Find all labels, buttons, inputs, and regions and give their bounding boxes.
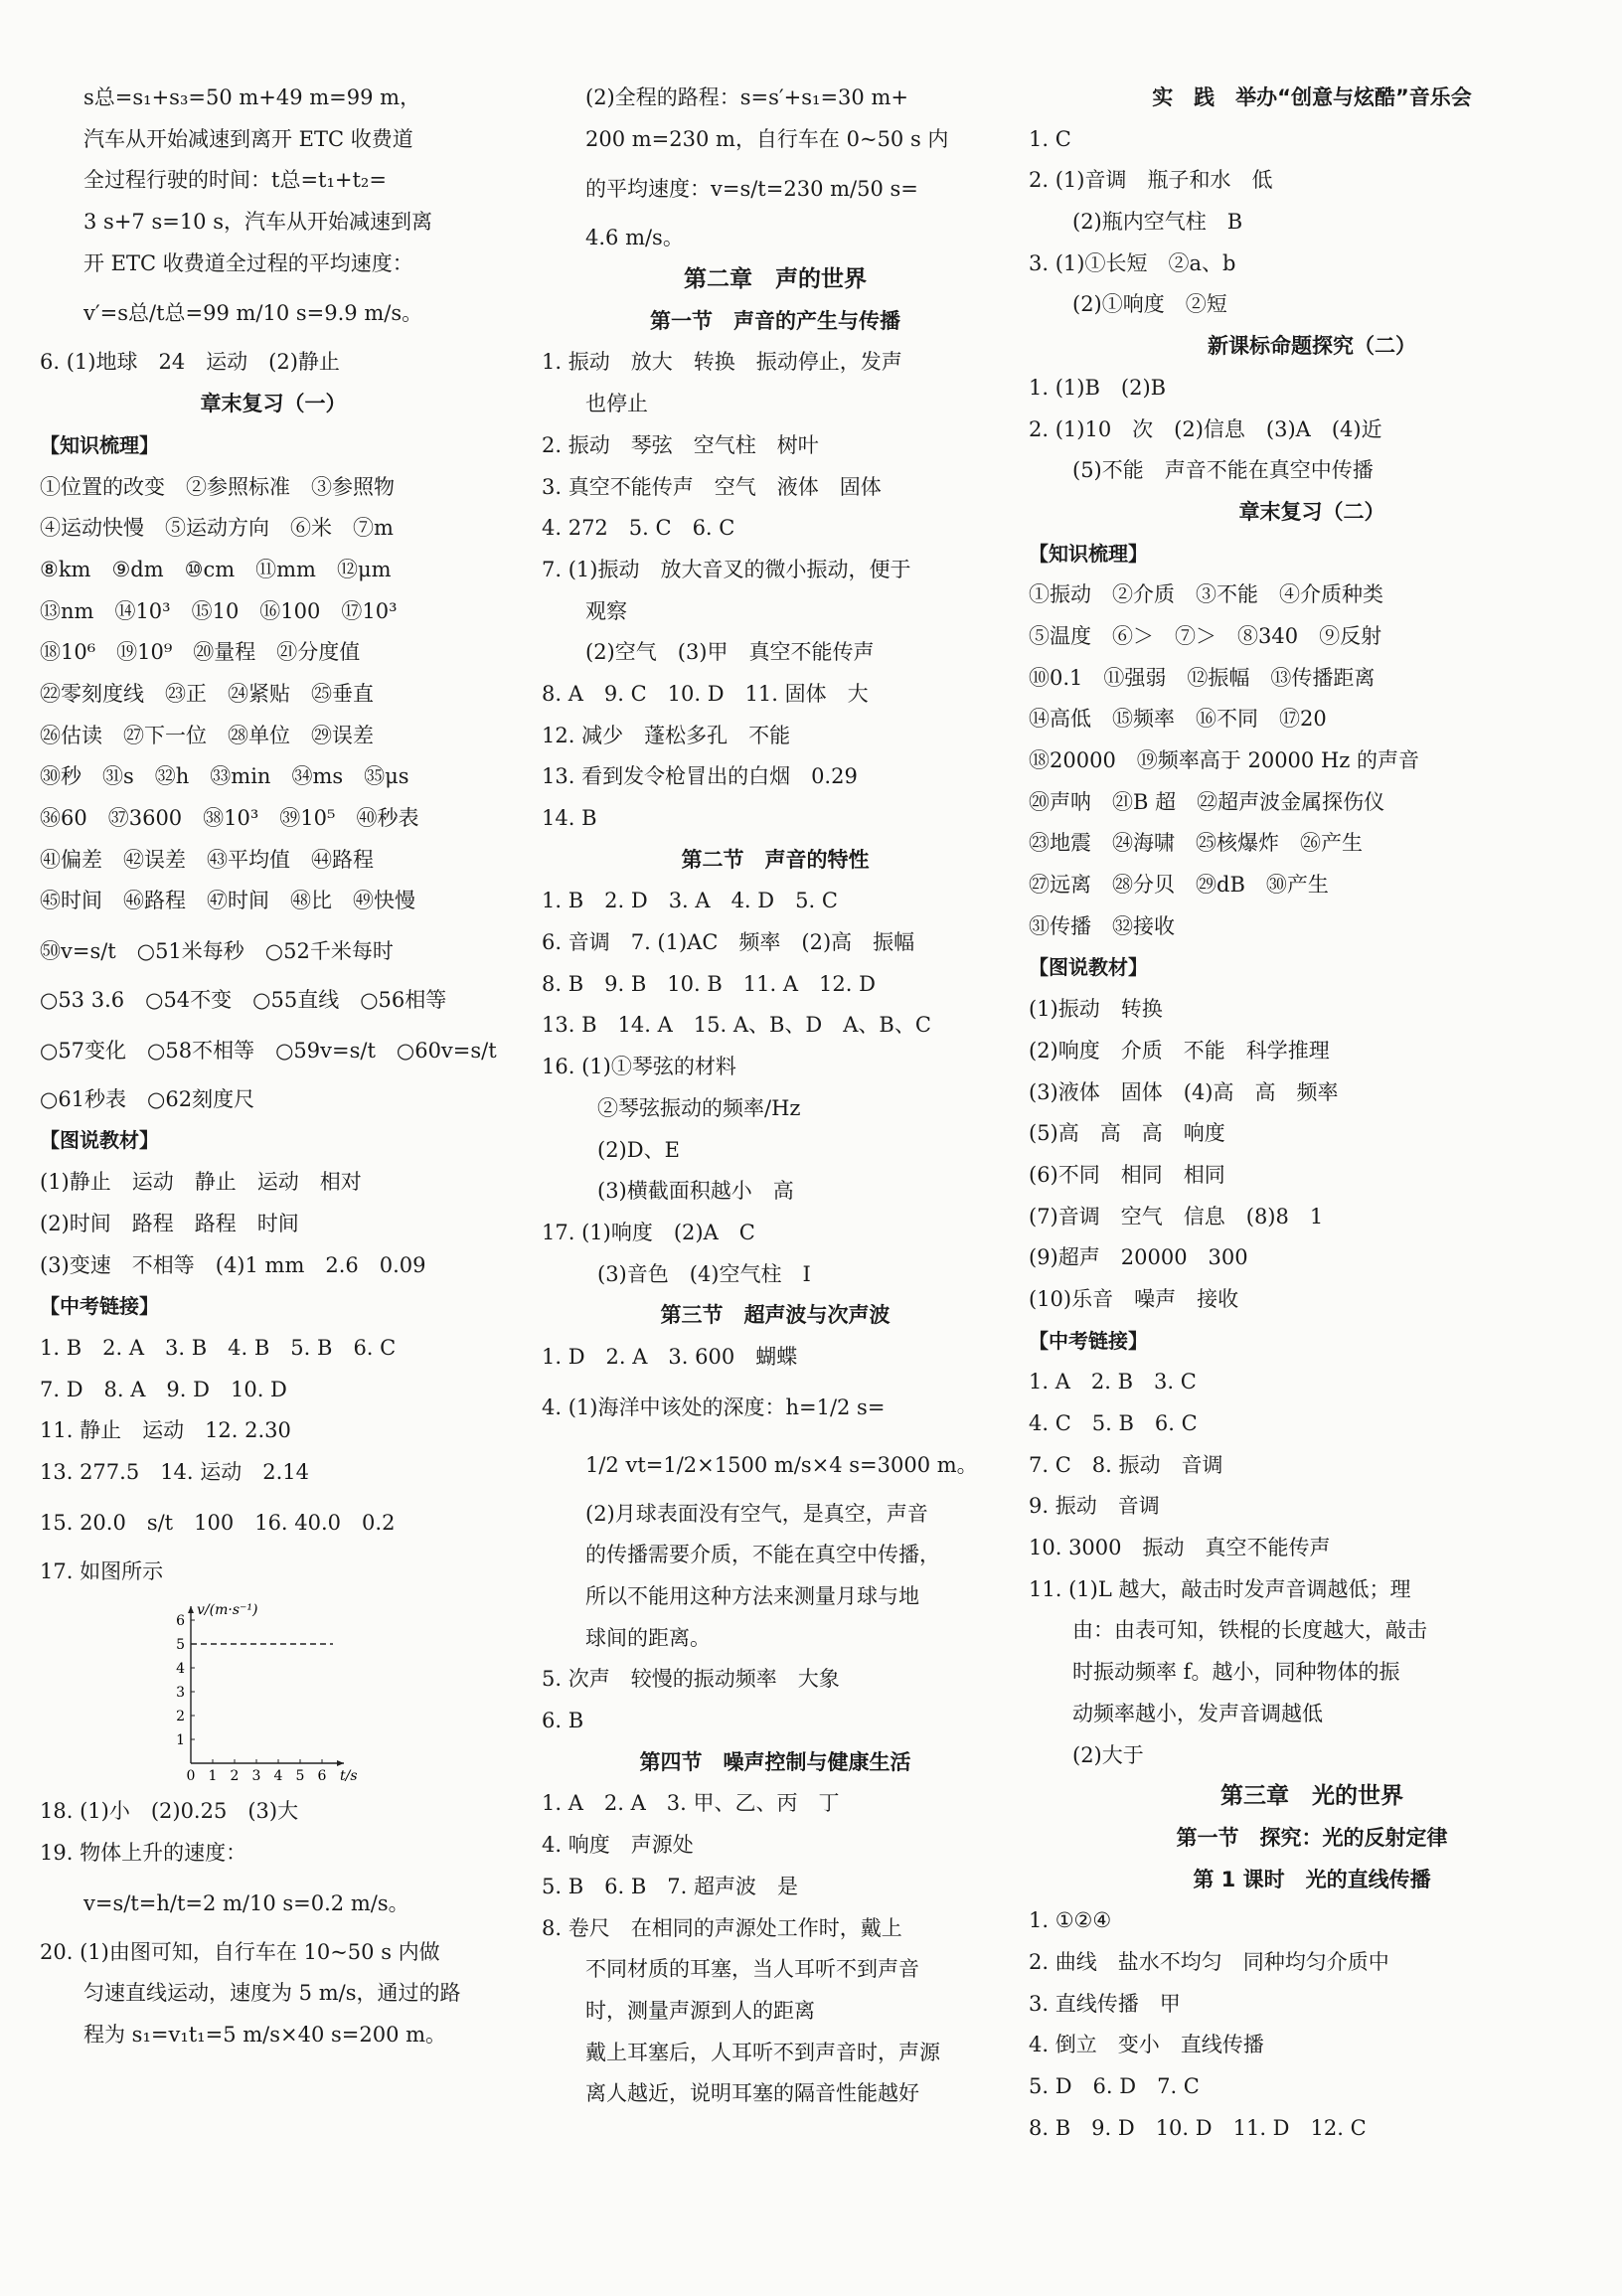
answer-line: 17. 如图所示 bbox=[40, 1558, 164, 1583]
answer-line: 5. D 6. D 7. C bbox=[1029, 2074, 1200, 2098]
answer-line: ①振动 ②介质 ③不能 ④介质种类 bbox=[1029, 582, 1383, 607]
answer-line: (1)振动 转换 bbox=[1029, 997, 1163, 1022]
text-line: (2)瓶内空气柱 B bbox=[1072, 210, 1243, 235]
answer-line: 4. 272 5. C 6. C bbox=[542, 516, 735, 541]
answer-line: 10. 3000 振动 真空不能传声 bbox=[1029, 1536, 1331, 1560]
column-middle bbox=[542, 78, 1009, 2115]
chapter-heading: 第三章 光的世界 bbox=[1220, 1783, 1403, 1810]
answer-line: ㉚秒 ㉛s ㉜h ㉝min ㉞ms ㉟μs bbox=[40, 764, 409, 789]
text-line: (3)横截面积越小 高 bbox=[597, 1179, 794, 1204]
answer-line: 1. C bbox=[1029, 126, 1071, 151]
subsection-tag: 【图说教材】 bbox=[40, 1128, 159, 1153]
text-line: (2)全程的路程：s=s′+s₁=30 m+ bbox=[585, 85, 908, 109]
text-line: 观察 bbox=[585, 598, 627, 623]
text-line: (2)D、E bbox=[597, 1137, 680, 1162]
x-tick-label: 1 bbox=[208, 1768, 218, 1785]
answer-line: 13. B 14. A 15. A、B、D A、B、C bbox=[542, 1013, 931, 1038]
answer-line: ○61秒表 ○62刻度尺 bbox=[40, 1086, 255, 1111]
section-heading: 第一节 探究：光的反射定律 bbox=[1176, 1825, 1448, 1850]
text-line: 时，测量声源到人的距离 bbox=[585, 1998, 815, 2023]
answer-line: 3. 直线传播 甲 bbox=[1029, 1991, 1181, 2016]
answer-line: ①位置的改变 ②参照标准 ③参照物 bbox=[40, 474, 395, 499]
text-line: 戴上耳塞后，人耳听不到声音时，声源 bbox=[585, 2040, 940, 2064]
answer-line: 2. 曲线 盐水不均匀 同种均匀介质中 bbox=[1029, 1949, 1389, 1974]
text-line: (2)月球表面没有空气，是真空，声音 bbox=[585, 1501, 928, 1526]
x-tick-label: 6 bbox=[317, 1768, 327, 1785]
section-heading: 章末复习（一） bbox=[200, 392, 347, 416]
formula-line: 1/2 vt=1/2×1500 m/s×4 s=3000 m。 bbox=[585, 1452, 978, 1477]
subsection-tag: 【中考链接】 bbox=[40, 1294, 159, 1319]
formula-line: 的平均速度：v=s/t=230 m/50 s= bbox=[585, 177, 918, 202]
answer-line: 6. 音调 7. (1)AC 频率 (2)高 振幅 bbox=[542, 930, 915, 955]
answer-line: ⑱20000 ⑲频率高于 20000 Hz 的声音 bbox=[1029, 748, 1420, 772]
answer-line: 14. B bbox=[542, 806, 597, 830]
column-left bbox=[40, 78, 507, 2056]
column-right bbox=[1029, 78, 1595, 2149]
text-line: ②琴弦振动的频率/Hz bbox=[597, 1095, 801, 1120]
text-line: 的传播需要介质，不能在真空中传播， bbox=[585, 1543, 940, 1567]
answer-line: 5. B 6. B 7. 超声波 是 bbox=[542, 1874, 798, 1898]
formula-line: ㊿v=s/t ○51米每秒 ○52千米每时 bbox=[40, 939, 394, 964]
answer-line: 3. (1)①长短 ②a、b bbox=[1029, 250, 1236, 275]
y-tick-label: 5 bbox=[176, 1637, 185, 1654]
answer-line: ○53 3.6 ○54不变 ○55直线 ○56相等 bbox=[40, 988, 447, 1013]
text-line: 所以不能用这种方法来测量月球与地 bbox=[585, 1584, 919, 1608]
text-line: 时振动频率 f。越小，同种物体的振 bbox=[1072, 1660, 1400, 1685]
y-axis-arrow bbox=[188, 1606, 194, 1613]
text-line: 程为 s₁=v₁t₁=5 m/s×40 s=200 m。 bbox=[83, 2023, 447, 2048]
text-line: 球间的距离。 bbox=[585, 1625, 711, 1650]
x-tick-label: 0 bbox=[186, 1768, 196, 1785]
subsection-tag: 【知识梳理】 bbox=[40, 432, 159, 457]
answer-line: ㉒零刻度线 ㉓正 ㉔紧贴 ㉕垂直 bbox=[40, 681, 374, 706]
answer-line: 7. D 8. A 9. D 10. D bbox=[40, 1377, 287, 1401]
answer-line: ㊱60 ㊲3600 ㊳10³ ㊴10⁵ ㊵秒表 bbox=[40, 806, 419, 830]
formula-line: v′=s总/t总=99 m/10 s=9.9 m/s。 bbox=[83, 301, 423, 326]
answer-line: (2)响度 介质 不能 科学推理 bbox=[1029, 1038, 1330, 1063]
answer-line: 1. A 2. A 3. 甲、乙、丙 丁 bbox=[542, 1791, 840, 1816]
vt-graph-svg bbox=[169, 1596, 427, 1787]
subsection-tag: 【中考链接】 bbox=[1029, 1328, 1148, 1353]
answer-line: 1. 振动 放大 转换 振动停止，发声 bbox=[542, 350, 902, 375]
formula-line: 4. (1)海洋中该处的深度：h=1/2 s= bbox=[542, 1394, 886, 1419]
answer-line: 13. 277.5 14. 运动 2.14 bbox=[40, 1459, 310, 1484]
text-line: 4.6 m/s。 bbox=[585, 226, 684, 250]
answer-line: 3. 真空不能传声 空气 液体 固体 bbox=[542, 474, 882, 499]
text-line: 全过程行驶的时间：t总=t₁+t₂= bbox=[83, 168, 387, 193]
text-line: 200 m=230 m，自行车在 0~50 s 内 bbox=[585, 126, 949, 151]
x-tick-label: 5 bbox=[295, 1768, 305, 1785]
section-heading: 第一节 声音的产生与传播 bbox=[650, 308, 900, 333]
x-axis-label: t/s bbox=[340, 1768, 358, 1785]
y-tick-label: 1 bbox=[176, 1732, 185, 1749]
section-heading: 实 践 举办“创意与炫酷”音乐会 bbox=[1152, 85, 1472, 109]
answer-line: 6. (1)地球 24 运动 (2)静止 bbox=[40, 350, 340, 375]
text-line: 匀速直线运动，速度为 5 m/s，通过的路 bbox=[83, 1981, 461, 2006]
x-tick-label: 3 bbox=[251, 1768, 261, 1785]
text-line: 3 s+7 s=10 s，汽车从开始减速到离 bbox=[83, 210, 432, 235]
subsection-tag: 【图说教材】 bbox=[1029, 955, 1148, 980]
answer-line: 5. 次声 较慢的振动频率 大象 bbox=[542, 1667, 840, 1692]
text-line: 汽车从开始减速到离开 ETC 收费道 bbox=[83, 126, 413, 151]
answer-line: 13. 看到发令枪冒出的白烟 0.29 bbox=[542, 764, 858, 789]
answer-line: 1. B 2. D 3. A 4. D 5. C bbox=[542, 889, 838, 913]
answer-line: ④运动快慢 ⑤运动方向 ⑥米 ⑦m bbox=[40, 516, 394, 541]
text-line: 由：由表可知，铁棍的长度越大，敲击 bbox=[1072, 1618, 1427, 1643]
answer-line: 11. (1)L 越大，敲击时发声音调越低；理 bbox=[1029, 1576, 1411, 1601]
answer-line: 1. B 2. A 3. B 4. B 5. B 6. C bbox=[40, 1335, 397, 1360]
chapter-heading: 第二章 声的世界 bbox=[684, 266, 867, 293]
answer-line: (5)高 高 高 响度 bbox=[1029, 1121, 1225, 1146]
section-heading: 第三节 超声波与次声波 bbox=[660, 1303, 891, 1328]
answer-line: 8. B 9. B 10. B 11. A 12. D bbox=[542, 971, 876, 996]
answer-line: 4. 响度 声源处 bbox=[542, 1833, 694, 1858]
answer-line: ㉓地震 ㉔海啸 ㉕核爆炸 ㉖产生 bbox=[1029, 831, 1363, 856]
x-axis-arrow bbox=[337, 1760, 344, 1766]
answer-line: 8. B 9. D 10. D 11. D 12. C bbox=[1029, 2115, 1367, 2140]
answer-line: 1. (1)B (2)B bbox=[1029, 375, 1167, 400]
answer-line: ㉛传播 ㉜接收 bbox=[1029, 913, 1175, 938]
x-tick-label: 2 bbox=[230, 1768, 240, 1785]
answer-line: (3)变速 不相等 (4)1 mm 2.6 0.09 bbox=[40, 1252, 426, 1277]
answer-line: ⑧km ⑨dm ⑩cm ⑪mm ⑫μm bbox=[40, 557, 392, 581]
text-line: 动频率越小，发声音调越低 bbox=[1072, 1701, 1323, 1725]
answer-line: ⑬nm ⑭10³ ⑮10 ⑯100 ⑰10³ bbox=[40, 598, 398, 623]
answer-line: (1)静止 运动 静止 运动 相对 bbox=[40, 1170, 362, 1195]
section-heading: 第 1 课时 光的直线传播 bbox=[1193, 1867, 1431, 1891]
answer-line: (6)不同 相同 相同 bbox=[1029, 1162, 1225, 1187]
answer-line: 1. ①②④ bbox=[1029, 1908, 1112, 1933]
y-tick-label: 3 bbox=[176, 1685, 185, 1702]
section-heading: 第四节 噪声控制与健康生活 bbox=[639, 1749, 911, 1774]
answer-line: 6. B bbox=[542, 1709, 584, 1733]
answer-line: 12. 减少 蓬松多孔 不能 bbox=[542, 723, 791, 747]
answer-line: 18. (1)小 (2)0.25 (3)大 bbox=[40, 1799, 299, 1824]
answer-line: 20. (1)由图可知，自行车在 10~50 s 内做 bbox=[40, 1939, 440, 1964]
text-line: (3)音色 (4)空气柱 Ⅰ bbox=[597, 1261, 811, 1286]
text-line: 离人越近，说明耳塞的隔音性能越好 bbox=[585, 2081, 919, 2106]
answer-line: ⑭高低 ⑮频率 ⑯不同 ⑰20 bbox=[1029, 707, 1327, 732]
answer-line: 7. C 8. 振动 音调 bbox=[1029, 1452, 1223, 1477]
y-tick-label: 6 bbox=[176, 1613, 185, 1630]
answer-line: 2. 振动 琴弦 空气柱 树叶 bbox=[542, 432, 819, 457]
section-heading: 新课标命题探究（二） bbox=[1208, 334, 1416, 359]
answer-line: 2. (1)音调 瓶子和水 低 bbox=[1029, 168, 1273, 193]
answer-line: ㉗远离 ㉘分贝 ㉙dB ㉚产生 bbox=[1029, 873, 1329, 898]
answer-line: ⑱10⁶ ⑲10⁹ ⑳量程 ㉑分度值 bbox=[40, 640, 361, 665]
answer-line: 19. 物体上升的速度： bbox=[40, 1841, 247, 1865]
answer-line: ⑤温度 ⑥＞ ⑦＞ ⑧340 ⑨反射 bbox=[1029, 623, 1382, 648]
answer-line: (9)超声 20000 300 bbox=[1029, 1245, 1248, 1270]
answer-line: 17. (1)响度 (2)A C bbox=[542, 1220, 755, 1244]
answer-line: (3)液体 固体 (4)高 高 频率 bbox=[1029, 1079, 1339, 1104]
text-line: (5)不能 声音不能在真空中传播 bbox=[1072, 458, 1374, 483]
answer-line: 11. 静止 运动 12. 2.30 bbox=[40, 1418, 291, 1443]
answer-line: 1. D 2. A 3. 600 蝴蝶 bbox=[542, 1344, 798, 1369]
text-line: 也停止 bbox=[585, 392, 648, 416]
answer-line: (10)乐音 噪声 接收 bbox=[1029, 1286, 1239, 1311]
answer-line: ⑳声呐 ㉑B 超 ㉒超声波金属探伤仪 bbox=[1029, 789, 1385, 814]
text-line: 开 ETC 收费道全过程的平均速度： bbox=[83, 250, 413, 275]
section-heading: 章末复习（二） bbox=[1238, 499, 1385, 524]
answer-line: (2)时间 路程 路程 时间 bbox=[40, 1211, 299, 1235]
text-line: (2)大于 bbox=[1072, 1742, 1144, 1767]
answer-line: 4. 倒立 变小 直线传播 bbox=[1029, 2033, 1264, 2057]
text-line: 不同材质的耳塞，当人耳听不到声音 bbox=[585, 1957, 919, 1982]
subsection-tag: 【知识梳理】 bbox=[1029, 541, 1148, 566]
text-line: s总=s₁+s₃=50 m+49 m=99 m， bbox=[83, 85, 421, 109]
velocity-time-graph bbox=[40, 1592, 507, 1791]
formula-line: 15. 20.0 s/t 100 16. 40.0 0.2 bbox=[40, 1510, 396, 1535]
answer-line: ㊶偏差 ㊷误差 ㊸平均值 ㊹路程 bbox=[40, 847, 374, 872]
answer-line: 9. 振动 音调 bbox=[1029, 1494, 1160, 1519]
answer-line: 8. 卷尺 在相同的声源处工作时，戴上 bbox=[542, 1915, 902, 1940]
answer-line: ⑩0.1 ⑪强弱 ⑫振幅 ⑬传播距离 bbox=[1029, 665, 1376, 690]
answer-line: 1. A 2. B 3. C bbox=[1029, 1370, 1197, 1394]
answer-line: ㊺时间 ㊻路程 ㊼时间 ㊽比 ㊾快慢 bbox=[40, 889, 415, 913]
answer-line: 16. (1)①琴弦的材料 bbox=[542, 1055, 736, 1079]
section-heading: 第二节 声音的特性 bbox=[681, 847, 870, 872]
y-tick-label: 4 bbox=[176, 1661, 185, 1678]
answer-line: ㉖估读 ㉗下一位 ㉘单位 ㉙误差 bbox=[40, 723, 374, 747]
text-line: (2)空气 (3)甲 真空不能传声 bbox=[585, 640, 875, 665]
formula-line: ○57变化 ○58不相等 ○59v=s/t ○60v=s/t bbox=[40, 1038, 497, 1063]
text-line: (2)①响度 ②短 bbox=[1072, 292, 1227, 317]
answer-line: 4. C 5. B 6. C bbox=[1029, 1411, 1198, 1435]
y-tick-label: 2 bbox=[176, 1709, 185, 1725]
x-tick-label: 4 bbox=[273, 1768, 283, 1785]
answer-line: 2. (1)10 次 (2)信息 (3)A (4)近 bbox=[1029, 416, 1382, 441]
answer-line: 7. (1)振动 放大音叉的微小振动，便于 bbox=[542, 557, 911, 581]
y-axis-label: v/(m·s⁻¹) bbox=[197, 1602, 258, 1619]
formula-line: v=s/t=h/t=2 m/10 s=0.2 m/s。 bbox=[83, 1890, 409, 1915]
answer-line: (7)音调 空气 信息 (8)8 1 bbox=[1029, 1204, 1324, 1229]
answer-line: 8. A 9. C 10. D 11. 固体 大 bbox=[542, 681, 869, 706]
